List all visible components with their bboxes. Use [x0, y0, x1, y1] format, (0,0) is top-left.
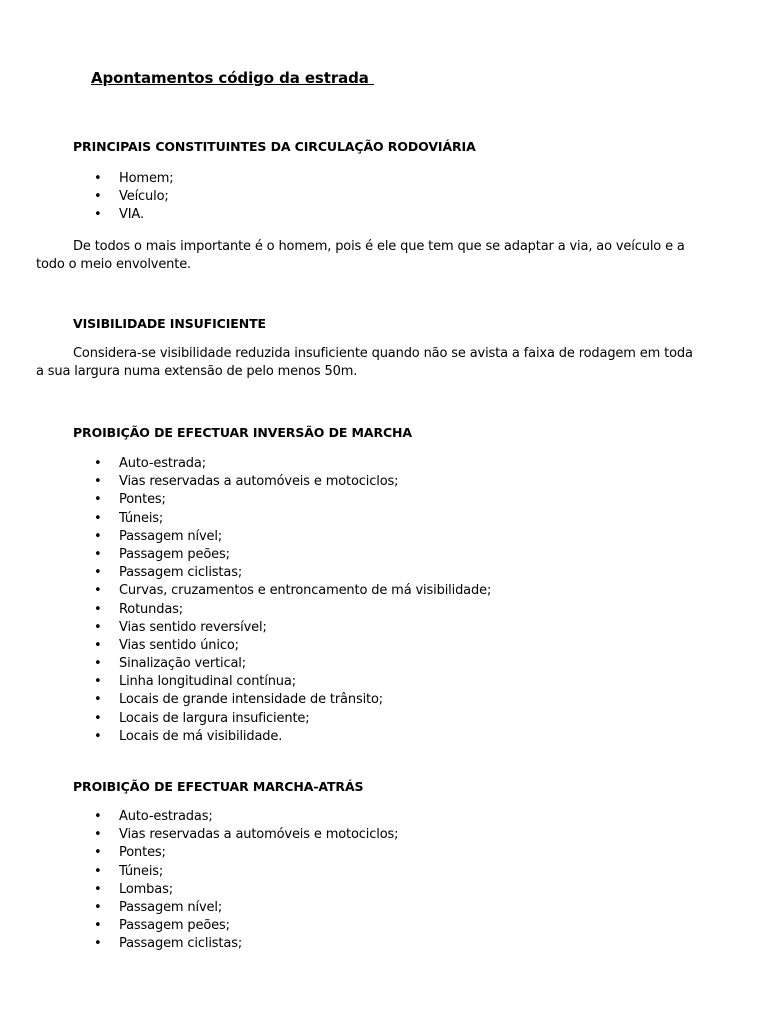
bullet-icon: • — [94, 728, 102, 744]
bullet-icon: • — [94, 692, 102, 708]
bullet-icon: • — [94, 492, 102, 508]
bullet-icon: • — [94, 189, 102, 205]
list-item-text: Curvas, cruzamentos e entroncamento de má visibilidade; — [119, 583, 492, 599]
bullet-icon: • — [94, 456, 102, 471]
list-item-text: Locais de largura insuficiente; — [119, 710, 310, 726]
section-heading: PROIBIÇÃO DE EFECTUAR INVERSÃO DE MARCHA — [73, 425, 412, 440]
bullet-icon: • — [94, 710, 102, 726]
bullet-icon: • — [94, 881, 102, 897]
paragraph: Considera-se visibilidade reduzida insuficiente quando não se avista a faixa de rodagem em toda a sua largura numa extensão de pelo menos 50m. — [36, 346, 693, 379]
list-item-text: Passagem ciclistas; — [119, 936, 243, 952]
list-item-text: VIA. — [119, 207, 144, 223]
bullet-icon: • — [94, 510, 102, 526]
bullet-icon: • — [94, 863, 102, 879]
list-item-text: Auto-estrada; — [119, 456, 206, 471]
bullet-icon: • — [94, 827, 102, 843]
bullet-icon: • — [94, 583, 102, 599]
bullet-icon: • — [94, 899, 102, 915]
list-item-text: Pontes; — [119, 845, 166, 861]
list-item-text: Rotundas; — [119, 601, 183, 617]
list-item-text: Passagem ciclistas; — [119, 565, 243, 581]
list-item-text: Túneis; — [119, 510, 164, 526]
list-item-text: Passagem nível; — [119, 899, 223, 915]
section-heading: PRINCIPAIS CONSTITUINTES DA CIRCULAÇÃO RODOVIÁRIA — [73, 139, 476, 154]
bullet-icon: • — [94, 565, 102, 581]
bullet-icon: • — [94, 546, 102, 562]
bullet-icon: • — [94, 656, 102, 672]
list-item-text: Lombas; — [119, 881, 173, 897]
list-item-text: Locais de má visibilidade. — [119, 728, 283, 744]
bullet-icon: • — [94, 637, 102, 653]
bullet-icon: • — [94, 171, 102, 186]
bullet-icon: • — [94, 207, 102, 223]
list-item-text: Túneis; — [119, 863, 164, 879]
list-item-text: Auto-estradas; — [119, 809, 213, 824]
bullet-icon: • — [94, 809, 102, 824]
section-heading: VISIBILIDADE INSUFICIENTE — [73, 316, 266, 331]
bullet-icon: • — [94, 528, 102, 544]
section-heading: PROIBIÇÃO DE EFECTUAR MARCHA-ATRÁS — [73, 779, 364, 794]
bullet-icon: • — [94, 674, 102, 690]
list-item-text: Veículo; — [119, 189, 169, 205]
list-item-text: Passagem peões; — [119, 918, 230, 934]
bullet-icon: • — [94, 619, 102, 635]
bullet-icon: • — [94, 601, 102, 617]
list-item-text: Passagem peões; — [119, 546, 230, 562]
list-item-text: Vias reservadas a automóveis e motociclos; — [119, 827, 399, 843]
list-item-text: Vias sentido único; — [119, 637, 239, 653]
list-item-text: Homem; — [119, 171, 174, 186]
list-item-text: Sinalização vertical; — [119, 656, 246, 672]
bullet-icon: • — [94, 936, 102, 952]
paragraph: De todos o mais importante é o homem, pois é ele que tem que se adaptar a via, ao veículo e a todo o meio envolvente. — [36, 239, 685, 272]
list-item-text: Linha longitudinal contínua; — [119, 674, 296, 690]
list-item-text: Vias reservadas a automóveis e motociclos; — [119, 474, 399, 490]
bullet-icon: • — [94, 918, 102, 934]
bullet-icon: • — [94, 845, 102, 861]
list-item-text: Passagem nível; — [119, 528, 223, 544]
document-title: Apontamentos código da estrada — [91, 69, 374, 87]
list-item-text: Pontes; — [119, 492, 166, 508]
list-item-text: Locais de grande intensidade de trânsito; — [119, 692, 384, 708]
bullet-icon: • — [94, 474, 102, 490]
list-item-text: Vias sentido reversível; — [119, 619, 267, 635]
